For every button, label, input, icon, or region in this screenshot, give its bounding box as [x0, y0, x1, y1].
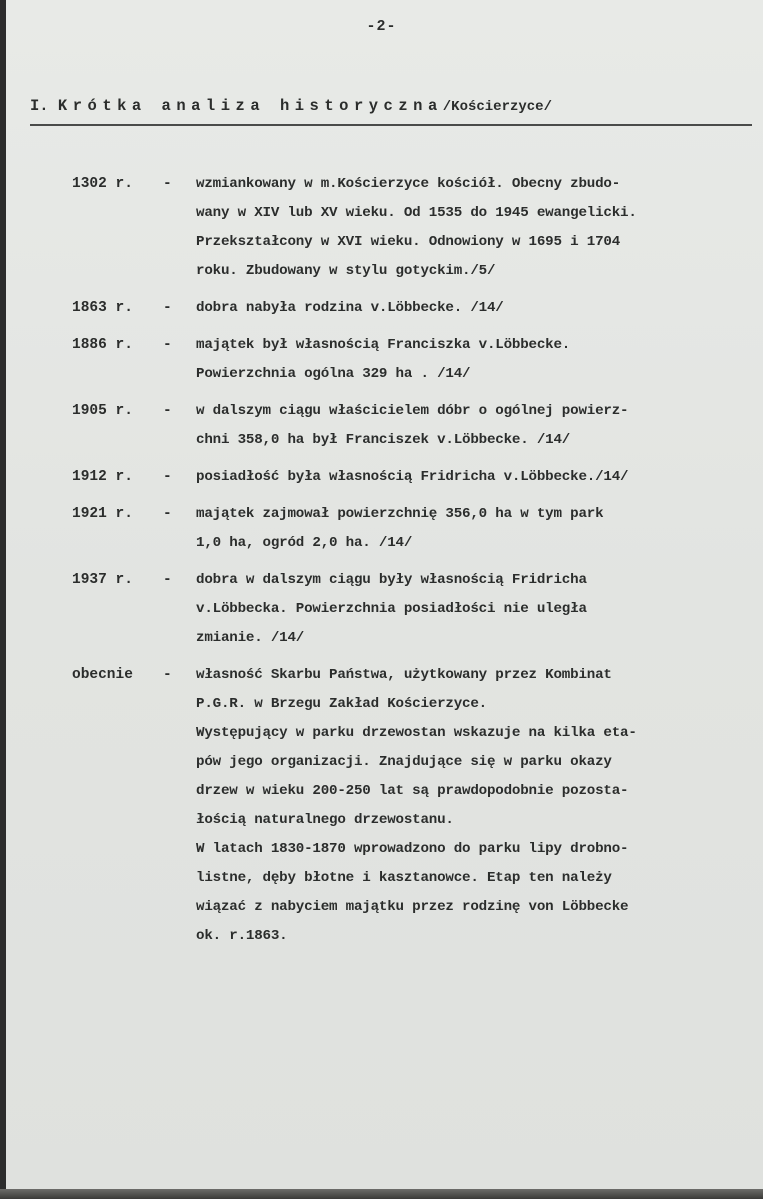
text-line: dobra w dalszym ciągu były własnością Fridricha [196, 572, 587, 588]
text-line: drzew w wieku 200-250 lat są prawdopodobnie pozosta- [196, 783, 629, 799]
entry-dash: - [163, 506, 172, 522]
chronology-entry [0, 661, 763, 951]
heading-numeral: I. [30, 97, 49, 115]
text-line: wiązać z nabyciem majątku przez rodzinę von Löbbecke [196, 899, 629, 915]
chronology-entry [0, 463, 763, 492]
text-line: własność Skarbu Państwa, użytkowany przez Kombinat [196, 667, 612, 683]
entry-dash: - [163, 667, 172, 683]
text-line: posiadłość była własnością Fridricha v.Löbbecke./14/ [196, 469, 629, 485]
entry-text [196, 463, 746, 492]
entry-year: 1886 r. [72, 337, 133, 353]
entry-text [196, 566, 746, 653]
chronology-entry [0, 170, 763, 286]
entry-year: 1863 r. [72, 300, 133, 316]
entry-year: 1905 r. [72, 403, 133, 419]
text-line: W latach 1830-1870 wprowadzono do parku lipy drobno- [196, 841, 629, 857]
entry-year: 1921 r. [72, 506, 133, 522]
heading-underline [30, 124, 752, 126]
entry-text [196, 170, 746, 286]
entry-text [196, 500, 746, 558]
text-line: pów jego organizacji. Znajdujące się w parku okazy [196, 754, 612, 770]
text-line: Występujący w parku drzewostan wskazuje na kilka eta- [196, 725, 637, 741]
scan-bottom-edge [0, 1189, 763, 1199]
entry-year: 1937 r. [72, 572, 133, 588]
text-line: majątek był własnością Franciszka v.Löbbecke. [196, 337, 571, 353]
chronology-list [0, 170, 763, 951]
text-line: łością naturalnego drzewostanu. [196, 812, 454, 828]
text-line: roku. Zbudowany w stylu gotyckim./5/ [196, 263, 496, 279]
chronology-entry [0, 500, 763, 558]
heading-title: Krótka analiza historyczna [57, 97, 443, 115]
chronology-entry [0, 566, 763, 653]
entry-year: 1912 r. [72, 469, 133, 485]
text-line: ok. r.1863. [196, 928, 288, 944]
entry-year: obecnie [72, 667, 133, 683]
text-line: listne, dęby błotne i kasztanowce. Etap ten należy [196, 870, 612, 886]
text-line: dobra nabyła rodzina v.Löbbecke. /14/ [196, 300, 504, 316]
text-line: Przekształcony w XVI wieku. Odnowiony w 1695 i 1704 [196, 234, 621, 250]
text-line: chni 358,0 ha był Franciszek v.Löbbecke. /14/ [196, 432, 571, 448]
entry-dash: - [163, 403, 172, 419]
page-number: -2- [366, 18, 397, 35]
chronology-entry [0, 397, 763, 455]
section-heading [30, 97, 755, 115]
entry-dash: - [163, 300, 172, 316]
entry-dash: - [163, 337, 172, 353]
chronology-entry [0, 331, 763, 389]
entry-text [196, 294, 746, 323]
text-line: Powierzchnia ogólna 329 ha . /14/ [196, 366, 471, 382]
entry-text [196, 397, 746, 455]
text-line: w dalszym ciągu właścicielem dóbr o ogólnej powierz- [196, 403, 629, 419]
text-line: 1,0 ha, ogród 2,0 ha. /14/ [196, 535, 413, 551]
text-line: v.Löbbecka. Powierzchnia posiadłości nie uległa [196, 601, 587, 617]
text-line: zmianie. /14/ [196, 630, 305, 646]
text-line: wzmiankowany w m.Kościerzyce kościół. Obecny zbudo- [196, 176, 621, 192]
text-line: P.G.R. w Brzegu Zakład Kościerzyce. [196, 696, 487, 712]
heading-place: /Kościerzyce/ [442, 99, 552, 115]
entry-year: 1302 r. [72, 176, 133, 192]
entry-dash: - [163, 176, 172, 192]
chronology-entry [0, 294, 763, 323]
text-line: majątek zajmował powierzchnię 356,0 ha w tym park [196, 506, 604, 522]
entry-text [196, 661, 746, 951]
entry-dash: - [163, 469, 172, 485]
text-line: wany w XIV lub XV wieku. Od 1535 do 1945 ewangelicki. [196, 205, 637, 221]
entry-dash: - [163, 572, 172, 588]
entry-text [196, 331, 746, 389]
